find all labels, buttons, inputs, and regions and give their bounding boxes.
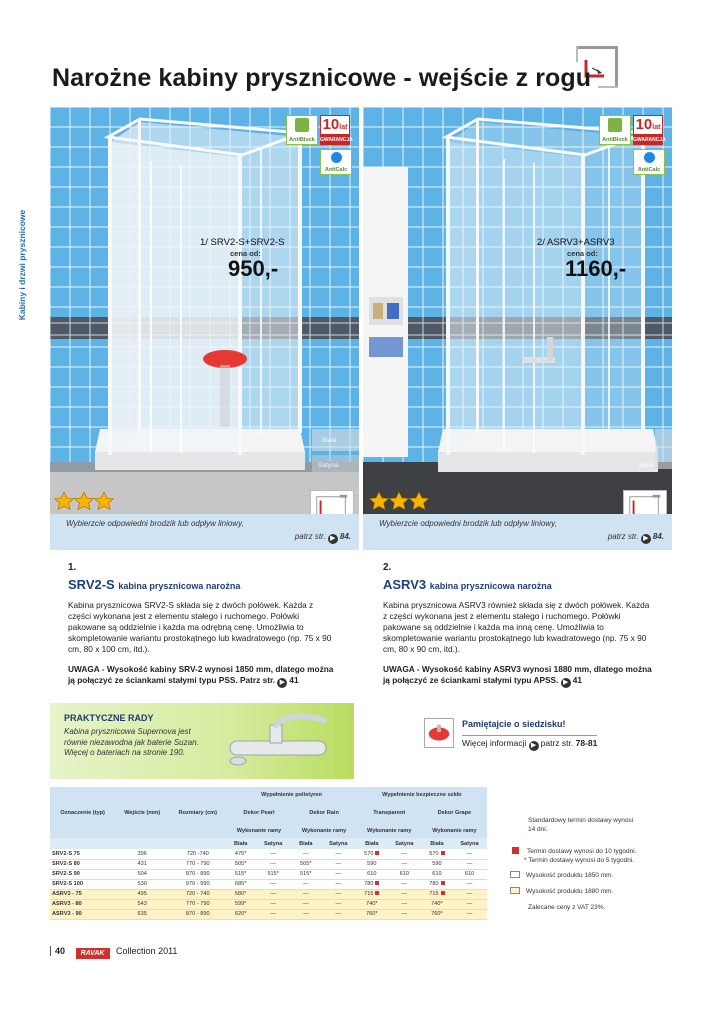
- star-icon: [410, 492, 429, 510]
- table-cell: —: [387, 849, 422, 859]
- page-link[interactable]: 84.: [339, 532, 351, 541]
- table-cell: 505*: [226, 859, 254, 869]
- table-cell: —: [292, 849, 320, 859]
- table-cell: —: [255, 909, 292, 919]
- product-description-2: 2. ASRV3 kabina prysznicowa narożna Kabina prysznicowa ASRV3 również składa się z dwóch połówek. Każda z części wykonana jest z elementu stałego i ruchomego. Połówki pakowane są oddzielnie i każda ma inną cenę. Umożliwia to skompletowanie wariantu prostokątnego lub kwadratowego (np. 75 x 90 cm, 80 x 90 cm, itd.). UWAGA - Wysokość kabiny ASRV3 wynosi 1880 mm, dlatego można ją połączyć ze ściankami stałymi typu APSS. ▶ 41: [383, 562, 652, 686]
- product-photo-asrv3: [363, 107, 672, 550]
- table-cell: —: [320, 899, 357, 909]
- table-cell: 590: [357, 859, 387, 869]
- table-cell: 515*: [226, 869, 254, 879]
- table-cell: 740*: [357, 899, 387, 909]
- yellow-square-icon: [510, 887, 520, 894]
- table-cell: 475*: [226, 849, 254, 859]
- page-number: 40: [50, 946, 65, 956]
- model-name: ASRV3: [383, 577, 427, 592]
- page-title: Narożne kabiny prysznicowe - wejście z rogu: [52, 64, 592, 92]
- table-cell: —: [452, 849, 487, 859]
- table-cell: —: [387, 859, 422, 869]
- table-cell: 870 - 890: [169, 909, 226, 919]
- table-cell: 590: [422, 859, 452, 869]
- antiblock-badge: AntiBlock: [599, 115, 631, 145]
- red-square-icon: [375, 851, 379, 855]
- red-square-icon: [441, 851, 445, 855]
- table-row: [50, 889, 487, 899]
- page-link[interactable]: 41: [572, 675, 582, 685]
- price-box-asrv3: 2/ ASRV3+ASRV3 cena od: 1160,-: [537, 237, 627, 281]
- price: 950,-: [228, 256, 279, 281]
- anticalc-badge: AntiCalc: [633, 149, 665, 175]
- model-name: SRV2-S: [68, 577, 115, 592]
- table-cell: 770 - 790: [169, 899, 226, 909]
- table-cell: —: [387, 879, 422, 889]
- seat-reminder: Pamiętajcie o siedzisku! Więcej informacji ▶ patrz str. 78-81: [424, 716, 664, 756]
- red-square-icon: [375, 891, 379, 895]
- table-cell: 504: [115, 869, 169, 879]
- warranty-badge: 10lat GWARANCJA: [633, 116, 666, 143]
- table-cell: SRV2-S 80: [50, 859, 115, 869]
- practical-tips-box: PRAKTYCZNE RADY Kabina prysznicowa Supernova jest równie niezawodna jak baterie Suzan. Więcej o bateriach na stronie 190.: [50, 703, 354, 779]
- table-cell: 760*: [357, 909, 387, 919]
- table-cell: 720 - 740: [169, 889, 226, 899]
- antiblock-icon: [608, 118, 622, 132]
- star-icon: [390, 492, 409, 510]
- table-cell: —: [452, 859, 487, 869]
- table-cell: —: [292, 889, 320, 899]
- table-cell: SRV2-S 100: [50, 879, 115, 889]
- star-icon: [55, 492, 74, 510]
- table-cell: 610: [452, 869, 487, 879]
- table-row: [50, 909, 487, 919]
- table-cell: SRV2-S 75: [50, 849, 115, 859]
- arrow-right-icon: ▶: [277, 678, 287, 688]
- table-cell: 780: [422, 879, 452, 889]
- water-drop-icon: [644, 152, 655, 163]
- table-cell: 635: [115, 909, 169, 919]
- table-cell: 515*: [292, 869, 320, 879]
- page-link[interactable]: 84.: [652, 532, 664, 541]
- red-square-icon: [375, 881, 379, 885]
- product-description-1: 1. SRV2-S kabina prysznicowa narożna Kabina prysznicowa SRV2-S składa się z dwóch połówek. Każda z części wykonana jest z elementu stałego i ruchomego. Połówki pakowane są oddzielnie i każda ma odrębną cenę. Umożliwia to skompletowanie wariantu prostokątnego lub kwadratowego (np. 75 x 90 cm, 80 x 100 cm, itd.). UWAGA - Wysokość kabiny SRV-2 wynosi 1850 mm, dlatego można ją połączyć ze ściankami stałymi typu PSS. Patrz str. ▶ 41: [68, 562, 334, 686]
- seat-icon: [424, 718, 454, 748]
- page-footer: 40 RAVAK Collection 2011: [50, 946, 177, 962]
- swatch-white-label: Biała: [639, 462, 654, 469]
- table-cell: 495: [115, 889, 169, 899]
- table-cell: 970 - 990: [169, 879, 226, 889]
- water-drop-icon: [331, 152, 342, 163]
- table-cell: 431: [115, 859, 169, 869]
- table-cell: 396: [115, 849, 169, 859]
- swatch-white-label: Biała: [322, 437, 337, 444]
- table-cell: 780: [357, 879, 387, 889]
- table-cell: —: [292, 899, 320, 909]
- table-cell: 870 - 890: [169, 869, 226, 879]
- table-cell: —: [320, 849, 357, 859]
- anticalc-badge: AntiCalc: [320, 149, 352, 175]
- arrow-right-icon: ▶: [328, 534, 338, 544]
- table-cell: 530: [115, 879, 169, 889]
- table-cell: 515*: [255, 869, 292, 879]
- arrow-right-icon: ▶: [561, 678, 571, 688]
- table-cell: —: [255, 889, 292, 899]
- table-cell: SRV2-S 90: [50, 869, 115, 879]
- table-cell: —: [320, 859, 357, 869]
- table-cell: ASRV3 - 90: [50, 909, 115, 919]
- table-cell: 715: [357, 889, 387, 899]
- rating-stars: [54, 491, 114, 511]
- star-icon: [370, 492, 389, 510]
- table-cell: —: [387, 889, 422, 899]
- table-row: [50, 849, 487, 859]
- rating-stars: [369, 491, 429, 511]
- caption-bar-1: Wybierzcie odpowiedni brodzik lub odpływ liniowy, patrz str. ▶ 84.: [50, 514, 359, 550]
- table-cell: 570: [422, 849, 452, 859]
- table-cell: 610: [357, 869, 387, 879]
- table-cell: —: [255, 849, 292, 859]
- table-cell: 740*: [422, 899, 452, 909]
- table-cell: 760*: [422, 909, 452, 919]
- star-icon: [95, 492, 114, 510]
- table-row: [50, 879, 487, 889]
- table-cell: —: [452, 879, 487, 889]
- table-cell: —: [320, 889, 357, 899]
- swatch-satin-label: Satyna: [318, 462, 339, 469]
- brand-logo: RAVAK: [76, 948, 110, 959]
- table-cell: —: [255, 879, 292, 889]
- table-cell: —: [320, 879, 357, 889]
- table-cell: ASRV3 - 80: [50, 899, 115, 909]
- table-row: [50, 859, 487, 869]
- red-square-icon: [512, 847, 519, 854]
- product-photo-srv2: [50, 107, 359, 550]
- table-cell: —: [255, 859, 292, 869]
- table-cell: —: [292, 879, 320, 889]
- table-row: [50, 869, 487, 879]
- table-cell: 770 - 790: [169, 859, 226, 869]
- table-cell: 720 -740: [169, 849, 226, 859]
- caption-bar-2: Wybierzcie odpowiedni brodzik lub odpływ liniowy, patrz str. ▶ 84.: [363, 514, 672, 550]
- page-link[interactable]: 41: [289, 675, 299, 685]
- table-cell: —: [292, 909, 320, 919]
- red-square-icon: [441, 881, 445, 885]
- page-link[interactable]: 78-81: [575, 738, 598, 748]
- warranty-badge: 10lat GWARANCJA: [320, 116, 353, 143]
- table-cell: 570: [357, 849, 387, 859]
- side-section-label: Kabiny i drzwi prysznicowe: [17, 209, 27, 321]
- table-cell: 580*: [226, 889, 254, 899]
- table-cell: —: [452, 889, 487, 899]
- table-cell: —: [320, 909, 357, 919]
- table-cell: —: [452, 909, 487, 919]
- star-icon: [75, 492, 94, 510]
- table-cell: 599*: [226, 899, 254, 909]
- faucet-icon: [226, 709, 346, 773]
- table-cell: 685*: [226, 879, 254, 889]
- red-square-icon: [441, 891, 445, 895]
- antiblock-icon: [295, 118, 309, 132]
- table-cell: 620*: [226, 909, 254, 919]
- table-cell: 543: [115, 899, 169, 909]
- price-box-srv2: 1/ SRV2-S+SRV2-S cena od: 950,-: [200, 237, 285, 281]
- table-cell: 505*: [292, 859, 320, 869]
- table-cell: —: [320, 869, 357, 879]
- table-cell: 610: [422, 869, 452, 879]
- white-square-icon: [510, 871, 520, 878]
- specification-table: Wypełnienie polistyren Wypełnienie bezpieczne szkło Oznaczenie (typ) Wejście (mm) Rozmiary (cm) Dekor Pearl Dekor Rain Transparent Dekor Grape Wykonanie ramy Wykonanie ramy Wykonanie ramy Wykonanie ramy Biała Satyna Biała Satyna Biała Satyna Biała Satyna SRV2-S 75 396 720 -740 475* — — — 570 — 570 — SRV2-S 80 431 770 - 790 505* — 505* — 590 — 590 — SRV2-S 90 504 870 - 890 515* 515* 515* — 610 610 610 610 SRV2-S 100 530 970 - 990 685* — — — 780 — 780 — ASRV3 - 75 495 720 - 740 580* — — — 715 — 715 — ASRV3 - 80 543 770 - 790 599* — — — 740* — 740* — ASRV3 - 90 635 870 - 890 620* — — — 760* — 760* —: [50, 787, 487, 920]
- table-cell: —: [387, 909, 422, 919]
- table-cell: 715: [422, 889, 452, 899]
- table-cell: —: [387, 899, 422, 909]
- table-cell: 610: [387, 869, 422, 879]
- arrow-right-icon: ▶: [529, 741, 539, 751]
- table-cell: —: [255, 899, 292, 909]
- price: 1160,-: [565, 256, 627, 281]
- table-cell: —: [452, 899, 487, 909]
- arrow-right-icon: ▶: [641, 534, 651, 544]
- table-row: [50, 899, 487, 909]
- table-cell: ASRV3 - 75: [50, 889, 115, 899]
- antiblock-badge: AntiBlock: [286, 115, 318, 145]
